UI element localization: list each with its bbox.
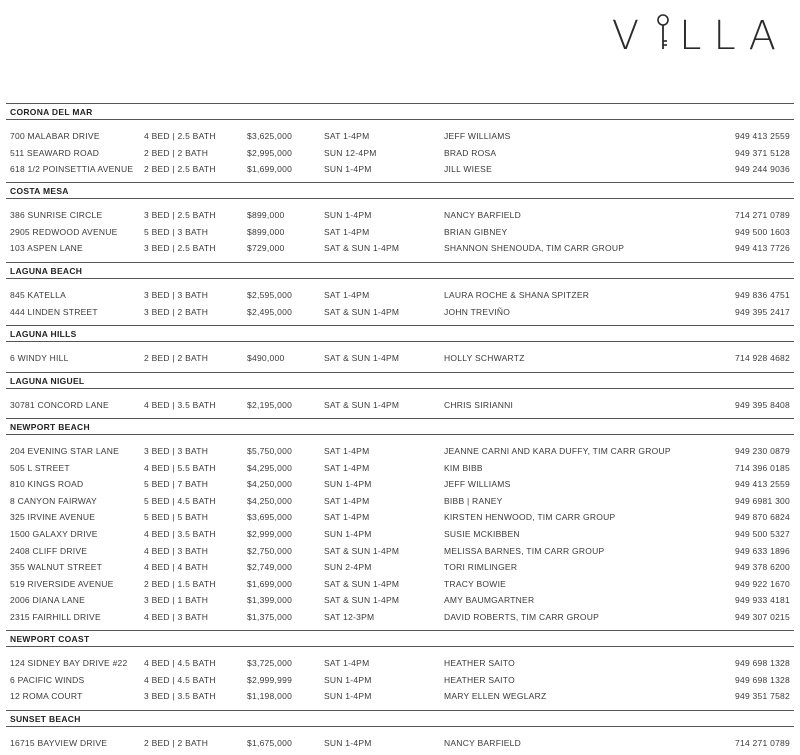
open-house-time: SUN 12-4PM	[324, 147, 377, 158]
phone: 714 271 0789	[735, 738, 790, 748]
section-laguna-beach	[6, 262, 794, 320]
phone: 949 933 4181	[735, 595, 790, 606]
listing-row	[6, 526, 794, 543]
section-sunset-beach	[6, 710, 794, 752]
price: $1,399,000	[247, 595, 293, 606]
beds-baths: 4 BED | 5.5 BATH	[144, 462, 216, 473]
price: $5,750,000	[247, 446, 293, 456]
open-house-time: SAT & SUN 1-4PM	[324, 306, 400, 317]
beds-baths: 5 BED | 7 BATH	[144, 479, 209, 490]
listing-row	[6, 145, 794, 162]
agent: KIM BIBB	[444, 462, 483, 473]
open-house-time: SUN 1-4PM	[324, 210, 372, 220]
price: $729,000	[247, 243, 285, 254]
price: $2,995,000	[247, 147, 293, 158]
open-house-time: SUN 1-4PM	[324, 528, 372, 539]
listing-row	[6, 397, 794, 414]
beds-baths: 5 BED | 4.5 BATH	[144, 495, 216, 506]
address: 12 ROMA COURT	[10, 691, 83, 702]
address: 2905 REDWOOD AVENUE	[10, 226, 118, 237]
price: $2,195,000	[247, 400, 293, 410]
open-house-time: SAT 1-4PM	[324, 658, 370, 668]
phone: 714 928 4682	[735, 353, 790, 363]
agent: TORI RIMLINGER	[444, 562, 518, 573]
beds-baths: 2 BED | 2.5 BATH	[144, 164, 216, 175]
open-house-time: SAT 1-4PM	[324, 512, 370, 523]
agent: DAVID ROBERTS, TIM CARR GROUP	[444, 611, 600, 622]
beds-baths: 3 BED | 2.5 BATH	[144, 243, 216, 254]
agent: JEFF WILLIAMS	[444, 131, 511, 141]
beds-baths: 5 BED | 5 BATH	[144, 512, 209, 523]
address: 845 KATELLA	[10, 290, 66, 300]
section-title: NEWPORT COAST	[6, 630, 794, 647]
beds-baths: 3 BED | 3 BATH	[144, 446, 209, 456]
listing-row	[6, 287, 794, 304]
address: 444 LINDEN STREET	[10, 306, 98, 317]
listing-row	[6, 350, 794, 367]
price: $3,725,000	[247, 658, 293, 668]
section-newport-beach	[6, 418, 794, 626]
price: $2,749,000	[247, 562, 293, 573]
listing-row	[6, 460, 794, 477]
agent: BIBB | RANEY	[444, 495, 503, 506]
price: $4,250,000	[247, 495, 293, 506]
address: 519 RIVERSIDE AVENUE	[10, 578, 114, 589]
beds-baths: 5 BED | 3 BATH	[144, 226, 209, 237]
listing-row	[6, 609, 794, 626]
open-house-time: SAT 12-3PM	[324, 611, 375, 622]
listing-row	[6, 672, 794, 689]
address: 204 EVENING STAR LANE	[10, 446, 120, 456]
phone: 949 395 2417	[735, 306, 790, 317]
price: $2,750,000	[247, 545, 293, 556]
beds-baths: 2 BED | 2 BATH	[144, 353, 209, 363]
address: 2408 CLIFF DRIVE	[10, 545, 88, 556]
section-title: CORONA DEL MAR	[6, 103, 794, 120]
beds-baths: 4 BED | 3.5 BATH	[144, 400, 216, 410]
agent: HOLLY SCHWARTZ	[444, 353, 525, 363]
address: 8 CANYON FAIRWAY	[10, 495, 97, 506]
agent: JILL WIESE	[444, 164, 493, 175]
address: 618 1/2 POINSETTIA AVENUE	[10, 164, 134, 175]
beds-baths: 2 BED | 1.5 BATH	[144, 578, 216, 589]
address: 124 SIDNEY BAY DRIVE #22	[10, 658, 128, 668]
agent: SHANNON SHENOUDA, TIM CARR GROUP	[444, 243, 625, 254]
phone: 949 413 2559	[735, 479, 790, 490]
listing-row	[6, 543, 794, 560]
agent: JOHN TREVIÑO	[444, 306, 511, 317]
address: 1500 GALAXY DRIVE	[10, 528, 98, 539]
price: $2,999,999	[247, 674, 293, 685]
beds-baths: 3 BED | 3.5 BATH	[144, 691, 216, 702]
address: 325 IRVINE AVENUE	[10, 512, 96, 523]
phone: 949 500 1603	[735, 226, 790, 237]
agent: NANCY BARFIELD	[444, 738, 522, 748]
open-house-time: SAT & SUN 1-4PM	[324, 353, 400, 363]
agent: CHRIS SIRIANNI	[444, 400, 514, 410]
listing-row	[6, 304, 794, 321]
listing-row	[6, 493, 794, 510]
beds-baths: 4 BED | 3.5 BATH	[144, 528, 216, 539]
address: 6 WINDY HILL	[10, 353, 69, 363]
open-house-time: SAT & SUN 1-4PM	[324, 243, 400, 254]
section-costa-mesa	[6, 182, 794, 257]
agent: SUSIE MCKIBBEN	[444, 528, 520, 539]
open-house-time: SAT 1-4PM	[324, 131, 370, 141]
beds-baths: 2 BED | 2 BATH	[144, 738, 209, 748]
listing-row	[6, 161, 794, 178]
listing-row	[6, 576, 794, 593]
address: 386 SUNRISE CIRCLE	[10, 210, 103, 220]
section-newport-coast	[6, 630, 794, 705]
price: $2,999,000	[247, 528, 293, 539]
price: $3,625,000	[247, 131, 293, 141]
address: 30781 CONCORD LANE	[10, 400, 109, 410]
phone: 949 244 9036	[735, 164, 790, 175]
open-house-time: SUN 1-4PM	[324, 738, 372, 748]
open-house-time: SUN 2-4PM	[324, 562, 372, 573]
open-house-time: SAT 1-4PM	[324, 495, 370, 506]
phone: 949 836 4751	[735, 290, 790, 300]
price: $1,375,000	[247, 611, 293, 622]
listing-row	[6, 443, 794, 460]
address: 16715 BAYVIEW DRIVE	[10, 738, 108, 748]
phone: 949 371 5128	[735, 147, 790, 158]
open-house-time: SUN 1-4PM	[324, 691, 372, 702]
phone: 949 413 2559	[735, 131, 790, 141]
beds-baths: 3 BED | 2.5 BATH	[144, 210, 216, 220]
open-house-time: SAT 1-4PM	[324, 290, 370, 300]
phone: 714 396 0185	[735, 462, 790, 473]
address: 6 PACIFIC WINDS	[10, 674, 85, 685]
villa-logo	[612, 14, 788, 57]
section-title: LAGUNA BEACH	[6, 262, 794, 279]
open-house-time: SAT 1-4PM	[324, 226, 370, 237]
agent: MELISSA BARNES, TIM CARR GROUP	[444, 545, 605, 556]
beds-baths: 4 BED | 4.5 BATH	[144, 658, 216, 668]
price: $1,699,000	[247, 578, 293, 589]
open-house-time: SAT & SUN 1-4PM	[324, 545, 400, 556]
beds-baths: 4 BED | 4.5 BATH	[144, 674, 216, 685]
section-title: SUNSET BEACH	[6, 710, 794, 727]
phone: 949 307 0215	[735, 611, 790, 622]
phone: 949 378 6200	[735, 562, 790, 573]
listing-row	[6, 655, 794, 672]
price: $1,675,000	[247, 738, 293, 748]
listing-row	[6, 592, 794, 609]
phone: 949 351 7582	[735, 691, 790, 702]
beds-baths: 3 BED | 3 BATH	[144, 290, 209, 300]
phone: 949 230 0879	[735, 446, 790, 456]
phone: 949 698 1328	[735, 658, 790, 668]
listing-row	[6, 476, 794, 493]
beds-baths: 3 BED | 2 BATH	[144, 306, 209, 317]
open-house-time: SAT & SUN 1-4PM	[324, 595, 400, 606]
logo-letters-lla: LLA	[679, 12, 788, 59]
agent: BRIAN GIBNEY	[444, 226, 508, 237]
section-title: LAGUNA NIGUEL	[6, 372, 794, 389]
agent: TRACY BOWIE	[444, 578, 507, 589]
address: 103 ASPEN LANE	[10, 243, 83, 254]
phone: 949 633 1896	[735, 545, 790, 556]
price: $1,699,000	[247, 164, 293, 175]
open-house-time: SAT & SUN 1-4PM	[324, 400, 400, 410]
listing-row	[6, 735, 794, 752]
open-house-time: SUN 1-4PM	[324, 479, 372, 490]
price: $4,295,000	[247, 462, 293, 473]
agent: AMY BAUMGARTNER	[444, 595, 535, 606]
open-house-time: SAT 1-4PM	[324, 462, 370, 473]
price: $1,198,000	[247, 691, 293, 702]
open-house-time: SUN 1-4PM	[324, 164, 372, 175]
address: 810 KINGS ROAD	[10, 479, 84, 490]
agent: LAURA ROCHE & SHANA SPITZER	[444, 290, 590, 300]
agent: HEATHER SAITO	[444, 658, 515, 668]
address: 511 SEAWARD ROAD	[10, 147, 100, 158]
logo-letter-v: V	[611, 12, 652, 59]
beds-baths: 4 BED | 3 BATH	[144, 611, 209, 622]
agent: NANCY BARFIELD	[444, 210, 522, 220]
listing-row	[6, 128, 794, 145]
section-title: LAGUNA HILLS	[6, 325, 794, 342]
phone: 714 271 0789	[735, 210, 790, 220]
open-house-time: SUN 1-4PM	[324, 674, 372, 685]
agent: HEATHER SAITO	[444, 674, 515, 685]
agent: JEFF WILLIAMS	[444, 479, 511, 490]
listing-row	[6, 509, 794, 526]
price: $899,000	[247, 210, 285, 220]
address: 2315 FAIRHILL DRIVE	[10, 611, 101, 622]
price: $2,495,000	[247, 306, 293, 317]
listing-row	[6, 240, 794, 257]
address: 355 WALNUT STREET	[10, 562, 103, 573]
section-laguna-niguel	[6, 372, 794, 414]
open-house-time: SAT 1-4PM	[324, 446, 370, 456]
phone: 949 870 6824	[735, 512, 790, 523]
beds-baths: 2 BED | 2 BATH	[144, 147, 209, 158]
address: 700 MALABAR DRIVE	[10, 131, 100, 141]
price: $4,250,000	[247, 479, 293, 490]
agent: MARY ELLEN WEGLARZ	[444, 691, 547, 702]
agent: BRAD ROSA	[444, 147, 497, 158]
phone: 949 6981 300	[735, 495, 790, 506]
key-icon	[655, 14, 671, 57]
section-corona-del-mar	[6, 103, 794, 178]
phone: 949 395 8408	[735, 400, 790, 410]
section-title: COSTA MESA	[6, 182, 794, 199]
beds-baths: 4 BED | 4 BATH	[144, 562, 209, 573]
beds-baths: 4 BED | 2.5 BATH	[144, 131, 216, 141]
phone: 949 413 7726	[735, 243, 790, 254]
price: $2,595,000	[247, 290, 293, 300]
listing-row	[6, 224, 794, 241]
address: 505 L STREET	[10, 462, 70, 473]
phone: 949 698 1328	[735, 674, 790, 685]
price: $3,695,000	[247, 512, 293, 523]
beds-baths: 4 BED | 3 BATH	[144, 545, 209, 556]
agent: JEANNE CARNI AND KARA DUFFY, TIM CARR GROUP	[444, 446, 671, 456]
beds-baths: 3 BED | 1 BATH	[144, 595, 209, 606]
price: $899,000	[247, 226, 285, 237]
section-laguna-hills	[6, 325, 794, 367]
phone: 949 922 1670	[735, 578, 790, 589]
agent: KIRSTEN HENWOOD, TIM CARR GROUP	[444, 512, 616, 523]
section-title: NEWPORT BEACH	[6, 418, 794, 435]
listing-row	[6, 207, 794, 224]
open-house-time: SAT & SUN 1-4PM	[324, 578, 400, 589]
listing-row	[6, 559, 794, 576]
price: $490,000	[247, 353, 285, 363]
phone: 949 500 5327	[735, 528, 790, 539]
address: 2006 DIANA LANE	[10, 595, 86, 606]
listing-row	[6, 688, 794, 705]
